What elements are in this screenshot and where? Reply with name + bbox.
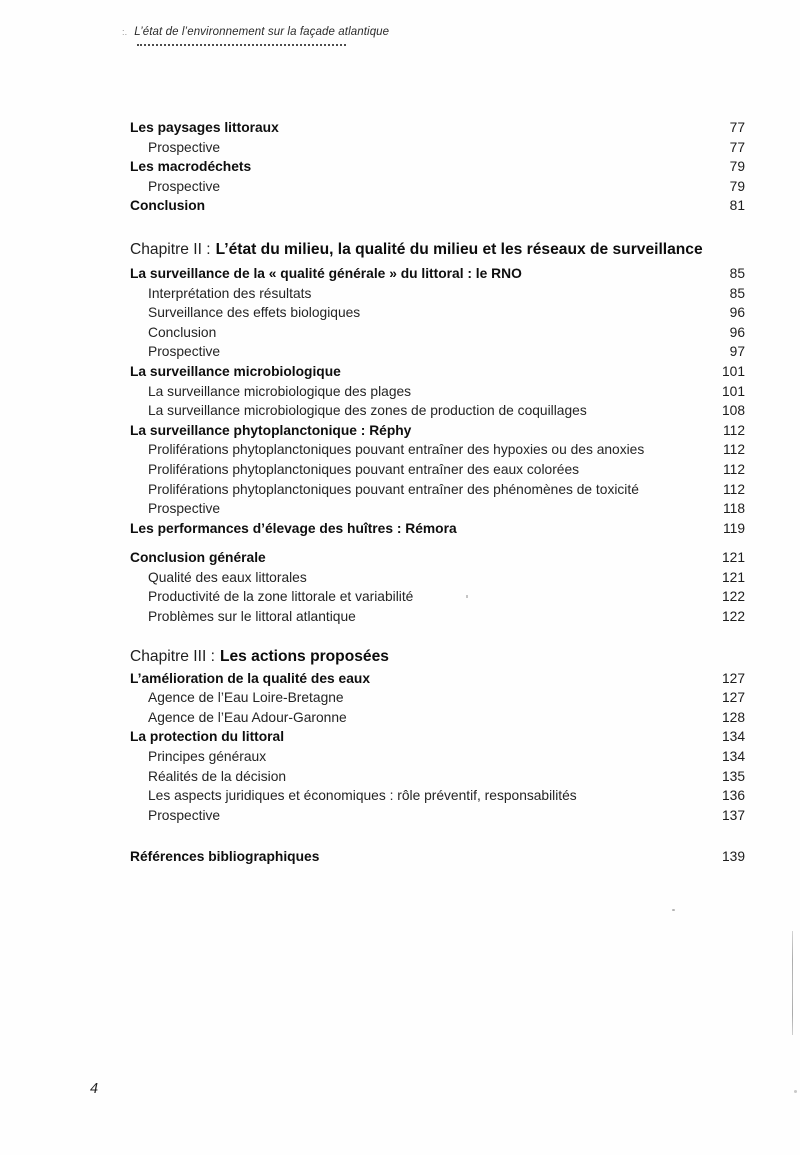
toc-entry — [130, 382, 745, 402]
toc-entry-page: 122 — [721, 609, 745, 625]
chapter-3-title: Les actions proposées — [219, 647, 389, 665]
toc-entry-label: La surveillance microbiologique des zones de production de coquillages — [148, 403, 587, 419]
toc-entry — [130, 767, 745, 787]
toc-entry-page: 137 — [721, 807, 745, 823]
chapter-2-prefix: Chapitre II : — [130, 240, 211, 258]
toc-entry-label: Conclusion générale — [130, 550, 266, 566]
toc-entry — [130, 196, 745, 216]
toc-entry-page: 128 — [721, 709, 745, 725]
running-title: L’état de l’environnement sur la façade atlantique — [134, 26, 390, 38]
toc-entry — [130, 401, 745, 421]
chapter-3-heading — [130, 645, 745, 669]
toc-entry-label: Interprétation des résultats — [148, 285, 312, 301]
toc-entry-page: 108 — [721, 403, 745, 419]
toc-entry-page: 112 — [723, 461, 745, 477]
toc-entry-page: 112 — [723, 481, 745, 497]
toc-entry — [130, 440, 745, 460]
toc-entry-label: La surveillance microbiologique — [130, 363, 341, 379]
toc-entry — [130, 362, 745, 382]
toc-entry — [130, 708, 745, 728]
toc-entry-page: 121 — [721, 569, 745, 585]
toc-entry — [130, 177, 745, 197]
toc-entry-label: Prospective — [148, 344, 221, 360]
toc-entry-label: Principes généraux — [148, 749, 267, 765]
toc-entry-label: Problèmes sur le littoral atlantique — [148, 609, 356, 625]
toc-entry-page: 119 — [723, 520, 745, 536]
toc-entry-label: Prospective — [148, 178, 221, 194]
toc-entry-label: La protection du littoral — [130, 729, 285, 745]
toc-entry — [130, 480, 745, 500]
chapter-2-title: L’état du milieu, la qualité du milieu et les réseaux de surveillance — [215, 240, 703, 258]
toc-entry-label: Conclusion — [148, 324, 217, 340]
toc-entry — [130, 138, 745, 158]
toc-entry-label: Prospective — [148, 501, 221, 517]
toc-entry — [130, 568, 745, 588]
toc-entry-page: 97 — [729, 344, 745, 360]
toc-entry-label: La surveillance phytoplanctonique : Réphy — [130, 422, 412, 438]
toc-entry-page: 77 — [729, 120, 745, 135]
toc-entry — [130, 284, 745, 304]
toc-block-conclusion — [130, 548, 745, 626]
toc-entry-label: L’amélioration de la qualité des eaux — [130, 670, 370, 686]
chapter-3-prefix: Chapitre III : — [130, 647, 215, 665]
toc-entry-label: Agence de l’Eau Adour-Garonne — [148, 709, 347, 725]
toc-entry-label: Les macrodéchets — [130, 159, 252, 175]
scan-mark: :. — [122, 27, 128, 37]
toc-entry-label: Réalités de la décision — [148, 768, 287, 784]
toc-block-chapter3 — [130, 669, 745, 826]
toc-entry — [130, 118, 745, 138]
toc-entry — [130, 786, 745, 806]
toc-entry-page: 101 — [721, 383, 745, 399]
running-header — [122, 26, 389, 38]
toc-entry — [130, 688, 745, 708]
toc-entry-label: Agence de l’Eau Loire-Bretagne — [148, 690, 344, 706]
toc-entry — [130, 669, 745, 689]
toc-entry-page: 79 — [729, 178, 745, 194]
chapter-2-heading — [130, 238, 745, 262]
scan-edge-artifact — [792, 931, 793, 1035]
toc-entry-page: 121 — [721, 550, 745, 566]
toc-entry-page: 134 — [721, 729, 745, 745]
toc-entry-page: 112 — [723, 442, 745, 458]
toc-entry-page: 96 — [729, 324, 745, 340]
toc-entry-page: 85 — [729, 285, 745, 301]
scan-speck — [794, 1090, 797, 1093]
toc-entry — [130, 499, 745, 519]
toc-entry-label: Prospective — [148, 807, 221, 823]
toc-entry — [130, 607, 745, 627]
toc-entry-page: 127 — [721, 670, 745, 686]
table-of-contents — [130, 118, 745, 867]
toc-entry-page: 139 — [721, 849, 745, 865]
toc-block-chapter2 — [130, 264, 745, 538]
header-dotted-rule — [137, 43, 346, 46]
toc-entry — [130, 421, 745, 441]
scan-speck — [466, 595, 468, 598]
toc-entry-label: Les paysages littoraux — [130, 120, 279, 135]
toc-entry-page: 112 — [723, 422, 745, 438]
toc-entry-page: 81 — [729, 198, 745, 214]
toc-entry-page: 122 — [721, 589, 745, 605]
toc-entry — [130, 548, 745, 568]
toc-entry — [130, 157, 745, 177]
toc-entry — [130, 747, 745, 767]
toc-entry-page: 127 — [721, 690, 745, 706]
toc-entry — [130, 806, 745, 826]
toc-block-references — [130, 847, 745, 867]
toc-entry-page: 79 — [729, 159, 745, 175]
toc-entry-label: Prospective — [148, 139, 221, 155]
toc-entry-label: La surveillance microbiologique des plages — [148, 383, 412, 399]
toc-entry — [130, 460, 745, 480]
toc-entry-page: 77 — [729, 139, 745, 155]
toc-entry — [130, 264, 745, 284]
toc-entry-label: Les performances d’élevage des huîtres : Rémora — [130, 520, 457, 536]
toc-entry-label: Surveillance des effets biologiques — [148, 305, 361, 321]
toc-entry — [130, 727, 745, 747]
toc-entry-label: Proliférations phytoplanctoniques pouvant entraîner des phénomènes de toxicité — [148, 481, 639, 497]
toc-entry-label: Qualité des eaux littorales — [148, 569, 307, 585]
scan-speck — [672, 909, 675, 911]
toc-entry-label: Proliférations phytoplanctoniques pouvant entraîner des hypoxies ou des anoxies — [148, 442, 645, 458]
toc-entry — [130, 342, 745, 362]
toc-entry — [130, 323, 745, 343]
toc-entry-label: Conclusion — [130, 198, 206, 214]
toc-block-chapter1-end — [130, 118, 745, 216]
toc-entry-page: 135 — [721, 768, 745, 784]
toc-entry — [130, 519, 745, 539]
toc-entry-page: 101 — [721, 363, 745, 379]
toc-entry-page: 136 — [721, 788, 745, 804]
toc-entry-label: Les aspects juridiques et économiques : rôle préventif, responsabilités — [148, 788, 577, 804]
toc-entry-page: 134 — [721, 749, 745, 765]
toc-entry — [130, 847, 745, 867]
toc-entry — [130, 303, 745, 323]
toc-entry-page: 85 — [729, 265, 745, 281]
toc-entry-page: 118 — [723, 501, 745, 517]
toc-entry-label: Proliférations phytoplanctoniques pouvant entraîner des eaux colorées — [148, 461, 580, 477]
toc-entry-page: 96 — [729, 305, 745, 321]
toc-entry-label: Productivité de la zone littorale et variabilité — [148, 589, 414, 605]
toc-entry — [130, 587, 745, 607]
toc-entry-label: Références bibliographiques — [130, 849, 320, 865]
toc-entry-label: La surveillance de la « qualité générale » du littoral : le RNO — [130, 265, 522, 281]
page-number: 4 — [90, 1081, 99, 1097]
